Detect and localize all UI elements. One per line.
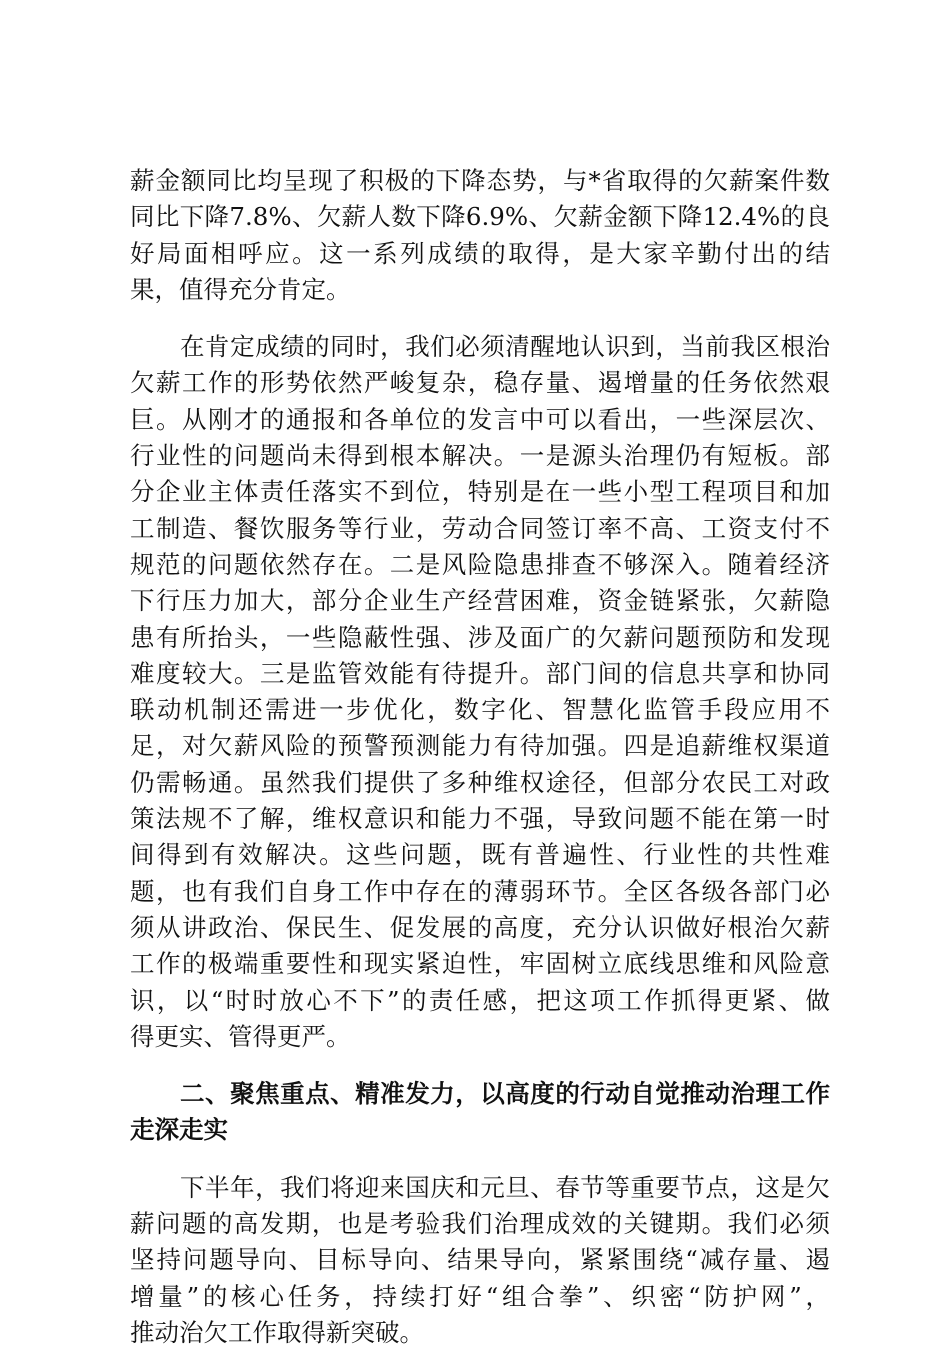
text-line: 薪金额同比均呈现了积极的下降态势，与*省取得的欠薪案件数 — [130, 166, 830, 195]
text-line: 同比下降7.8%、欠薪人数下降6.9%、欠薪金额下降12.4%的良 — [130, 202, 830, 232]
text-line: 行业性的问题尚未得到根本解决。一是源头治理仍有短板。部 — [130, 441, 830, 471]
document-page — [130, 163, 830, 1372]
text-line: 坚持问题导向、目标导向、结果导向，紧紧围绕“减存量、遏 — [130, 1245, 830, 1275]
heading-line: 走深走实 — [130, 1115, 228, 1145]
paragraph-second-half — [130, 1170, 830, 1351]
text-line: 欠薪工作的形势依然严峻复杂，稳存量、遏增量的任务依然艰 — [130, 368, 830, 398]
text-line: 仍需畅通。虽然我们提供了多种维权途径，但部分农民工对政 — [130, 767, 830, 797]
heading-line: 二、聚焦重点、精准发力，以高度的行动自觉推动治理工作 — [130, 1079, 830, 1109]
text-line: 患有所抬头，一些隐蔽性强、涉及面广的欠薪问题预防和发现 — [130, 622, 830, 652]
text-line: 下半年，我们将迎来国庆和元旦、春节等重要节点，这是欠 — [130, 1172, 830, 1202]
text-line: 足，对欠薪风险的预警预测能力有待加强。四是追薪维权渠道 — [130, 731, 830, 761]
text-line: 工作的极端重要性和现实紧迫性，牢固树立底线思维和风险意 — [130, 949, 830, 979]
text-line: 策法规不了解，维权意识和能力不强，导致问题不能在第一时 — [130, 804, 830, 834]
text-line: 工制造、餐饮服务等行业，劳动合同签订率不高、工资支付不 — [130, 513, 830, 543]
text-line: 巨。从刚才的通报和各单位的发言中可以看出，一些深层次、 — [130, 404, 830, 434]
text-line: 在肯定成绩的同时，我们必须清醒地认识到，当前我区根治 — [130, 332, 830, 362]
text-line: 题，也有我们自身工作中存在的薄弱环节。全区各级各部门必 — [130, 876, 830, 906]
text-line: 规范的问题依然存在。二是风险隐患排查不够深入。随着经济 — [130, 549, 830, 579]
text-line: 联动机制还需进一步优化，数字化、智慧化监管手段应用不 — [130, 695, 830, 725]
paragraph-achievements — [130, 163, 830, 308]
text-line: 识，以“时时放心不下”的责任感，把这项工作抓得更紧、做 — [130, 985, 830, 1015]
text-line: 难度较大。三是监管效能有待提升。部门间的信息共享和协同 — [130, 658, 830, 688]
text-line: 分企业主体责任落实不到位，特别是在一些小型工程项目和加 — [130, 477, 830, 507]
text-line: 增量”的核心任务，持续打好“组合拳”、织密“防护网”， — [130, 1281, 830, 1311]
text-line: 下行压力加大，部分企业生产经营困难，资金链紧张，欠薪隐 — [130, 586, 830, 616]
text-line: 推动治欠工作取得新突破。 — [130, 1317, 424, 1347]
text-line: 间得到有效解决。这些问题，既有普遍性、行业性的共性难 — [130, 840, 830, 870]
text-line: 得更实、管得更严。 — [130, 1021, 351, 1051]
paragraph-problems — [130, 329, 830, 1055]
text-line: 须从讲政治、保民生、促发展的高度，充分认识做好根治欠薪 — [130, 912, 830, 942]
text-line: 薪问题的高发期，也是考验我们治理成效的关键期。我们必须 — [130, 1209, 830, 1239]
section-heading — [130, 1076, 830, 1149]
text-line: 果，值得充分肯定。 — [130, 274, 351, 304]
text-line: 好局面相呼应。这一系列成绩的取得，是大家辛勤付出的结 — [130, 238, 830, 268]
